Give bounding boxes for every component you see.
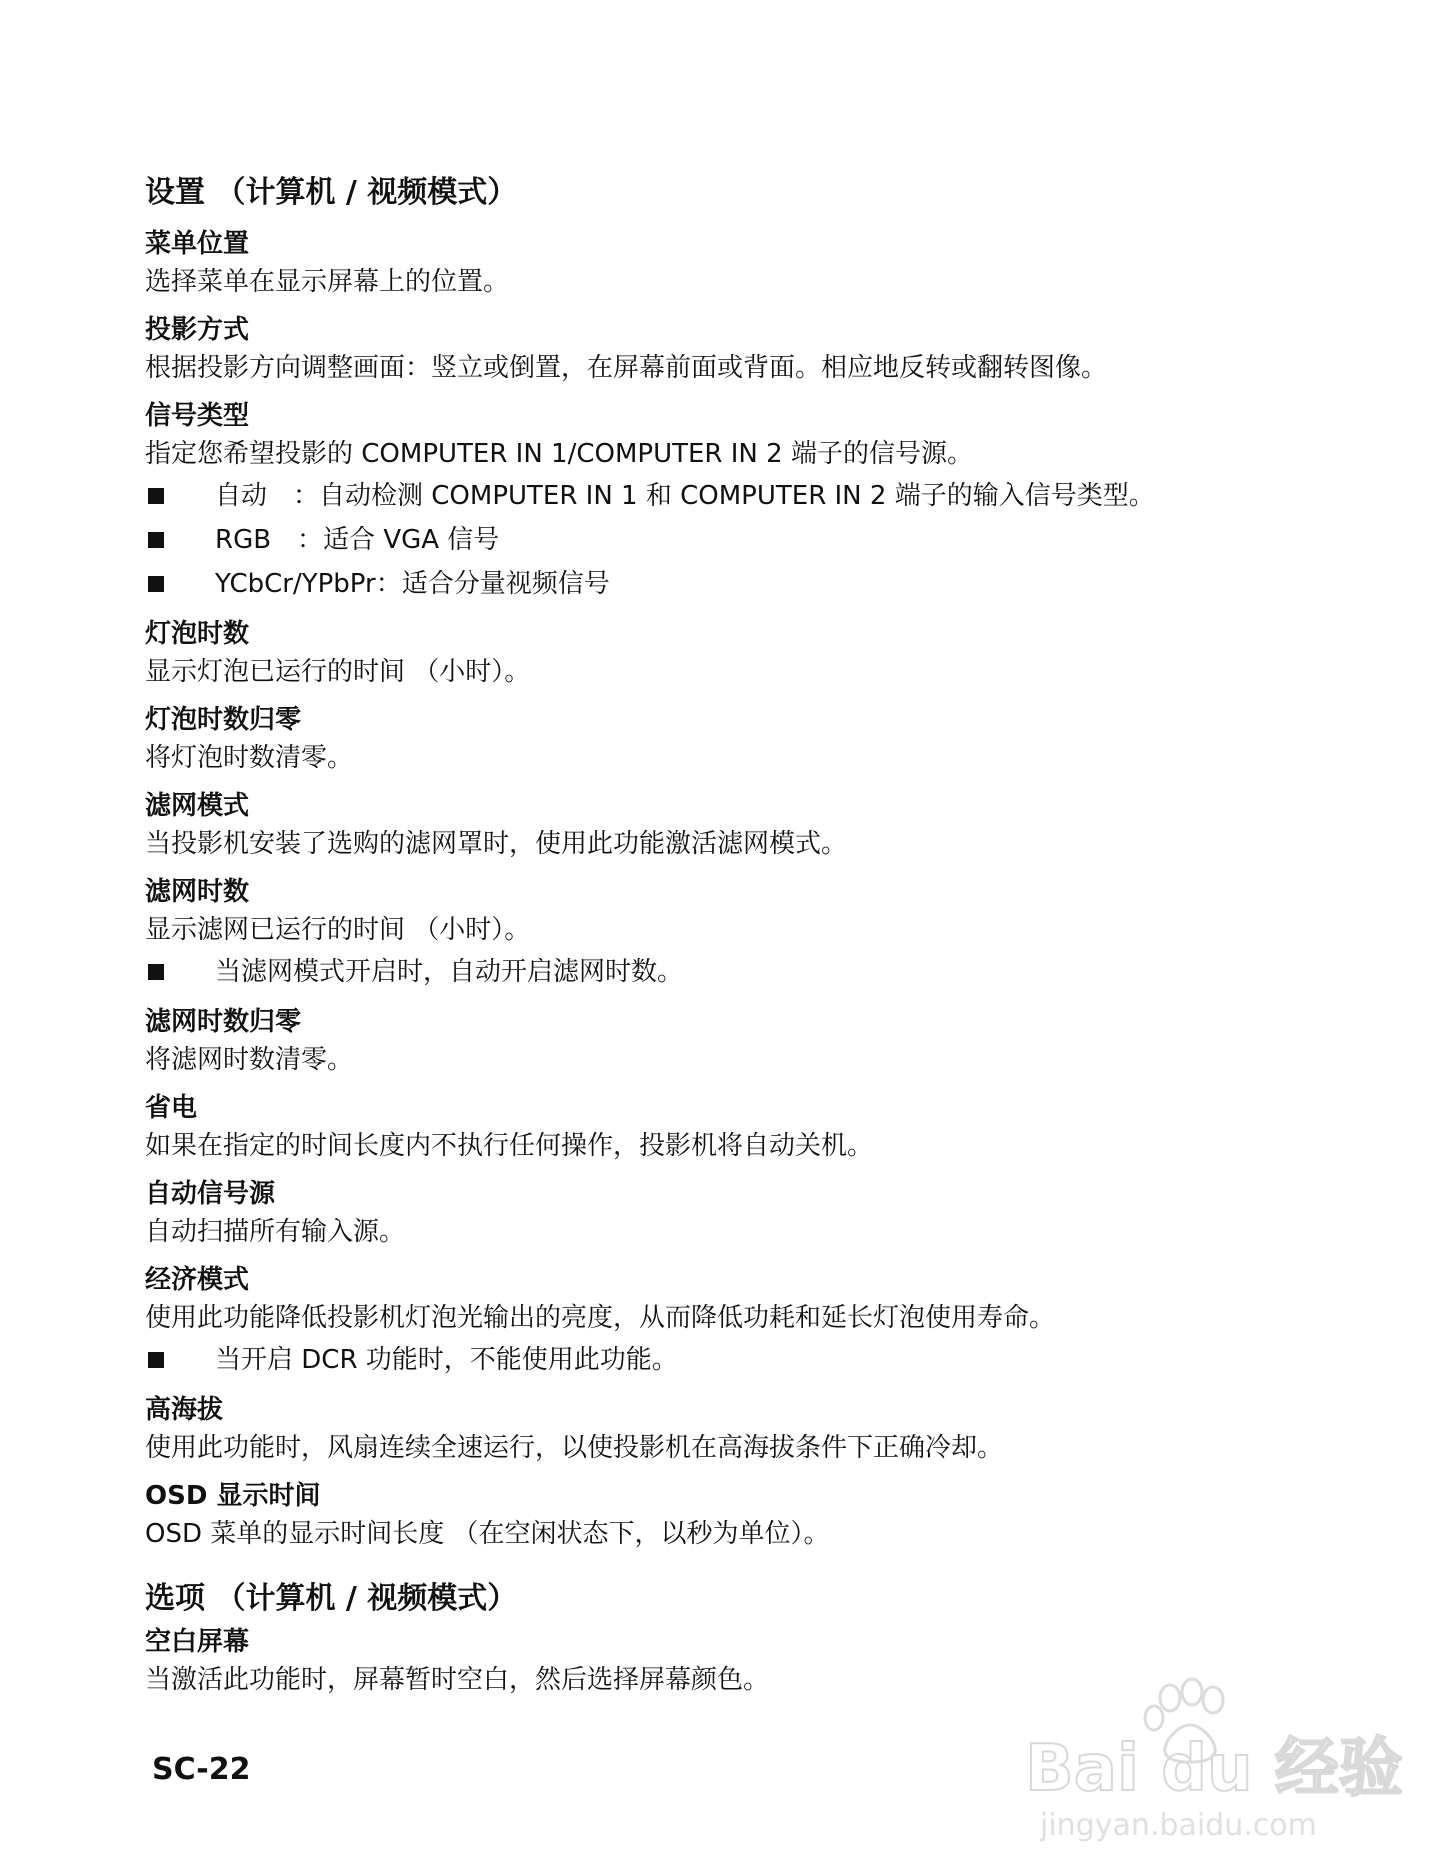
- section-description: 将灯泡时数清零。: [145, 743, 354, 773]
- bullet-square-icon: [148, 964, 164, 980]
- watermark-logo: Bai du 经验: [1025, 1732, 1403, 1806]
- page-number: SC-22: [152, 1752, 251, 1787]
- manual-section: [145, 1004, 1325, 1080]
- section-title: 投影方式: [145, 315, 250, 345]
- section-heading-settings: 设置 （计算机 / 视频模式）: [145, 175, 518, 210]
- section-title: 灯泡时数归零: [145, 705, 302, 735]
- watermark-url: jingyan.baidu.com: [1040, 1808, 1317, 1843]
- manual-section: [145, 1262, 1325, 1382]
- bullet-square-icon: [148, 532, 164, 548]
- bullet-item: [145, 950, 1325, 994]
- section-title: 菜单位置: [145, 229, 250, 259]
- section-title: 滤网时数归零: [145, 1007, 302, 1037]
- bullet-text: 当开启 DCR 功能时，不能使用此功能。: [215, 1345, 678, 1375]
- bullet-item: [145, 474, 1325, 518]
- bullet-item: [145, 562, 1325, 606]
- section-title: OSD 显示时间: [145, 1481, 321, 1511]
- section-heading-options: 选项 （计算机 / 视频模式）: [145, 1581, 518, 1616]
- section-title: 滤网模式: [145, 791, 250, 821]
- manual-section: [145, 398, 1325, 606]
- section-title: 空白屏幕: [145, 1627, 250, 1657]
- manual-section: [145, 1478, 1325, 1554]
- section-title: 省电: [145, 1093, 198, 1123]
- bullet-square-icon: [148, 488, 164, 504]
- bullet-text: RGB ：适合 VGA 信号: [215, 525, 500, 555]
- section-description: 当激活此功能时，屏幕暂时空白，然后选择屏幕颜色。: [145, 1665, 770, 1695]
- manual-section: [145, 616, 1325, 692]
- section-title: 信号类型: [145, 401, 250, 431]
- baidu-jingyan-watermark: [1020, 1670, 1403, 1850]
- section-title: 灯泡时数: [145, 619, 250, 649]
- section-description: 选择菜单在显示屏幕上的位置。: [145, 267, 510, 297]
- section-title: 经济模式: [145, 1265, 250, 1295]
- bullet-text: 自动 ：自动检测 COMPUTER IN 1 和 COMPUTER IN 2 端子的输入信号类型。: [215, 481, 1155, 511]
- bullet-square-icon: [148, 1352, 164, 1368]
- manual-section: [145, 1392, 1325, 1468]
- manual-section: [145, 226, 1325, 302]
- section-description: OSD 菜单的显示时间长度 （在空闲状态下，以秒为单位）。: [145, 1519, 830, 1549]
- section-title: 自动信号源: [145, 1179, 276, 1209]
- bullet-item: [145, 518, 1325, 562]
- section-description: 使用此功能时，风扇连续全速运行，以使投影机在高海拔条件下正确冷却。: [145, 1433, 1004, 1463]
- manual-section: [145, 1176, 1325, 1252]
- manual-section: [145, 874, 1325, 994]
- bullet-item: [145, 1338, 1325, 1382]
- settings-section-list: [145, 226, 1325, 1554]
- section-description: 显示灯泡已运行的时间 （小时）。: [145, 657, 531, 687]
- section-title: 高海拔: [145, 1395, 224, 1425]
- manual-page: [145, 172, 1325, 1710]
- manual-section: [145, 702, 1325, 778]
- section-description: 指定您希望投影的 COMPUTER IN 1/COMPUTER IN 2 端子的信号源。: [145, 439, 973, 469]
- manual-section: [145, 312, 1325, 388]
- bullet-square-icon: [148, 576, 164, 592]
- bullet-text: 当滤网模式开启时，自动开启滤网时数。: [215, 957, 684, 987]
- section-description: 如果在指定的时间长度内不执行任何操作，投影机将自动关机。: [145, 1131, 874, 1161]
- manual-section: [145, 1090, 1325, 1166]
- section-description: 使用此功能降低投影机灯泡光输出的亮度，从而降低功耗和延长灯泡使用寿命。: [145, 1303, 1056, 1333]
- section-description: 自动扫描所有输入源。: [145, 1217, 406, 1247]
- manual-section: [145, 788, 1325, 864]
- section-description: 显示滤网已运行的时间 （小时）。: [145, 915, 531, 945]
- bullet-text: YCbCr/YPbPr：适合分量视频信号: [215, 569, 610, 599]
- section-description: 将滤网时数清零。: [145, 1045, 354, 1075]
- section-description: 根据投影方向调整画面：竖立或倒置，在屏幕前面或背面。相应地反转或翻转图像。: [145, 353, 1108, 383]
- section-description: 当投影机安装了选购的滤网罩时，使用此功能激活滤网模式。: [145, 829, 848, 859]
- section-title: 滤网时数: [145, 877, 250, 907]
